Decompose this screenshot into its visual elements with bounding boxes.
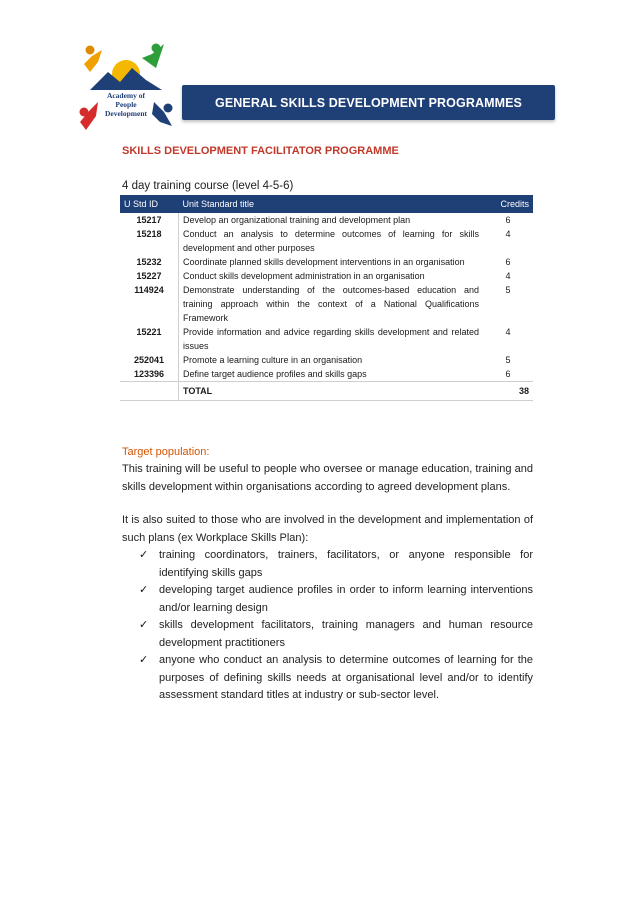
total-spacer — [120, 382, 179, 401]
list-item — [122, 617, 533, 652]
logo-figure-orange-head — [86, 46, 95, 55]
table-row — [120, 227, 533, 255]
table-total-row — [120, 382, 533, 401]
total-label: TOTAL — [179, 382, 484, 401]
unit-id: 252041 — [133, 355, 165, 365]
programme-title: SKILLS DEVELOPMENT FACILITATOR PROGRAMME — [122, 145, 399, 157]
table-row — [120, 353, 533, 367]
academy-logo — [76, 38, 176, 134]
check-icon: ✓ — [139, 549, 149, 561]
unit-credits: 5 — [505, 285, 511, 295]
table-header-row — [120, 195, 533, 213]
unit-id: 15227 — [136, 271, 162, 281]
target-population-heading: Target population: — [122, 446, 210, 458]
section-banner: GENERAL SKILLS DEVELOPMENT PROGRAMMES — [182, 85, 555, 120]
unit-id: 15217 — [136, 215, 162, 225]
paragraph-oversee: This training will be useful to people who oversee or manage education, training and skills development within organisations according to agreed development plans. — [122, 463, 533, 493]
target-audience-list — [122, 547, 533, 705]
header-credits: Credits — [483, 195, 533, 213]
unit-title: Develop an organizational training and development plan — [179, 213, 484, 227]
paragraph-suited: It is also suited to those who are involved in the development and implementation of such plans (ex Workplace Skills Plan): — [122, 514, 533, 544]
list-item-text: training coordinators, trainers, facilitators, or anyone responsible for identifying skills gaps — [159, 549, 533, 579]
table-row — [120, 213, 533, 227]
list-item — [122, 652, 533, 705]
logo-figure-blue-head — [164, 104, 173, 113]
list-item-text: developing target audience profiles in order to inform learning interventions and/or learning design — [159, 584, 533, 614]
unit-id: 123396 — [133, 369, 165, 379]
list-item-text: skills development facilitators, training managers and human resource development practitioners — [159, 619, 533, 649]
unit-credits: 4 — [505, 327, 511, 337]
unit-credits: 5 — [505, 355, 511, 365]
table-row — [120, 269, 533, 283]
unit-id: 15221 — [136, 327, 162, 337]
unit-id: 114924 — [134, 285, 164, 295]
check-icon: ✓ — [139, 584, 149, 596]
list-item — [122, 547, 533, 582]
unit-title: Promote a learning culture in an organisation — [179, 353, 484, 367]
unit-id: 15218 — [136, 229, 162, 239]
unit-credits: 6 — [505, 369, 511, 379]
unit-title: Demonstrate understanding of the outcomes-based education and training approach within the context of a National Qualifications Framework — [179, 283, 484, 325]
header-unit-id: U Std ID — [120, 195, 179, 213]
logo-text-line1: Academy of — [106, 91, 146, 100]
header-unit-title: Unit Standard title — [179, 195, 484, 213]
check-icon: ✓ — [139, 619, 149, 631]
unit-title: Conduct an analysis to determine outcomes of learning for skills development and other purposes — [179, 227, 484, 255]
total-value: 38 — [483, 382, 533, 401]
unit-standards-table — [120, 195, 533, 401]
table-row — [120, 255, 533, 269]
unit-id: 15232 — [136, 257, 162, 267]
list-item-text: anyone who conduct an analysis to determine outcomes of learning for the purposes of defining skills needs at organisational level and/or to identify assessment standard titles at industry or sub-sector level. — [159, 654, 533, 701]
table-row — [120, 367, 533, 382]
unit-credits: 6 — [505, 257, 511, 267]
unit-credits: 4 — [505, 271, 511, 281]
unit-credits: 4 — [505, 229, 511, 239]
unit-title: Coordinate planned skills development interventions in an organisation — [179, 255, 484, 269]
logo-text-line2: People — [115, 100, 137, 109]
table-row — [120, 283, 533, 325]
table-row — [120, 325, 533, 353]
unit-title: Conduct skills development administration in an organisation — [179, 269, 484, 283]
unit-title: Define target audience profiles and skills gaps — [179, 367, 484, 382]
course-description: 4 day training course (level 4-5-6) — [122, 180, 294, 192]
unit-title: Provide information and advice regarding skills development and related issues — [179, 325, 484, 353]
check-icon: ✓ — [139, 654, 149, 666]
list-item — [122, 582, 533, 617]
unit-credits: 6 — [505, 215, 511, 225]
logo-text-line3: Development — [104, 109, 148, 118]
